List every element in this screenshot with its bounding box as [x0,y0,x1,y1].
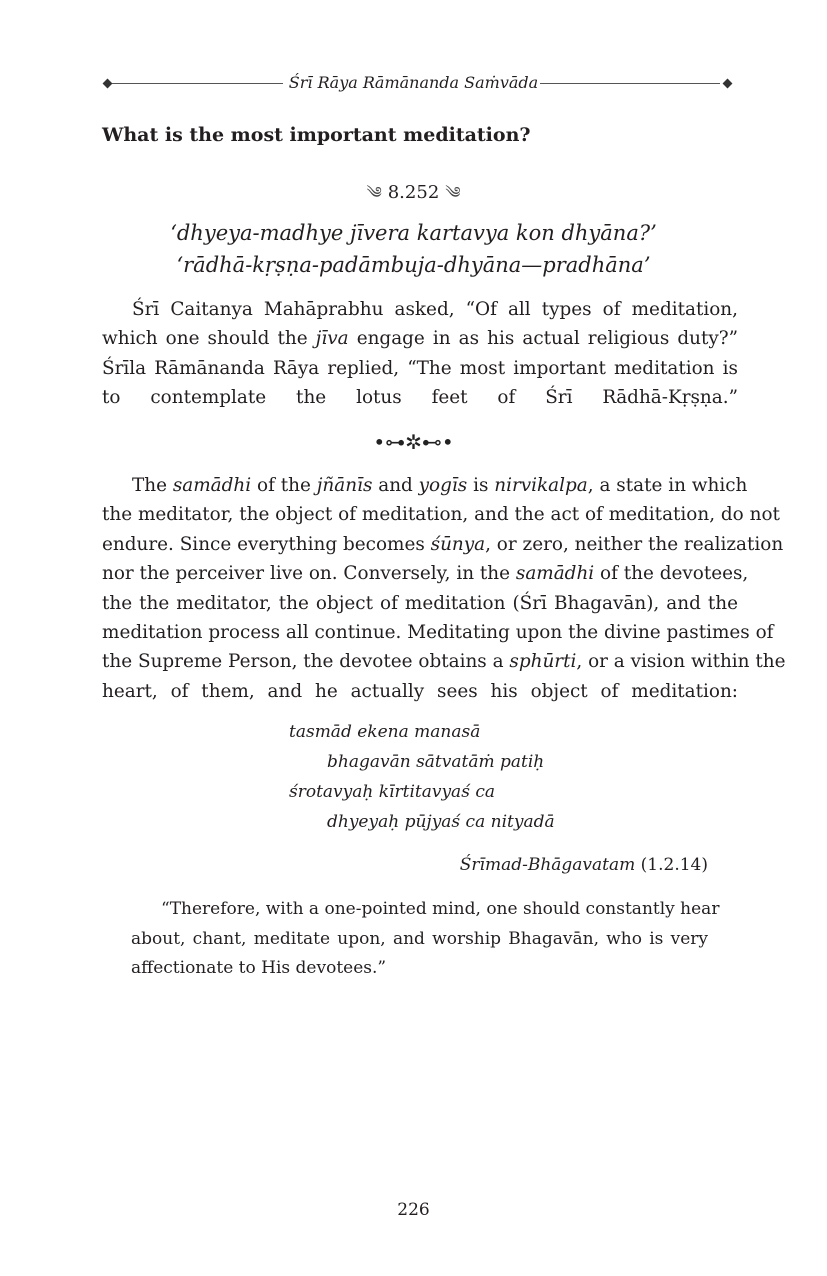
sloka-line-3: śrotavyaḥ kīrtitavyaś ca [289,782,495,802]
page-number: 226 [397,1200,430,1220]
sloka-line-4: dhyeyaḥ pūjyaś ca nityadā [327,812,555,832]
scripture-reference: Śrīmad-Bhāgavatam (1.2.14) [459,855,708,875]
sloka-line-1: tasmād ekena manasā [289,722,481,742]
verse-line-2: ‘rādhā-kṛṣṇa-padāmbuja-dhyāna—pradhāna’ [176,253,651,277]
ornament-left-icon: ༄ [366,183,382,202]
sloka-translation: “Therefore, with a one-pointed mind, one should constantly hear about, chant, meditate upon, and worship Bhagavān, who is very affectionate to His devotees.” [131,899,720,978]
running-header: Śrī Rāya Rāmānanda Saṁvāda [0,72,827,94]
header-rule-right [540,83,720,84]
verse-number: ༄ 8.252 ༄ [0,180,827,206]
ornament-right-icon: ༄ [445,183,461,202]
sloka-line-2: bhagavān sātvatāṁ patiḥ [327,752,545,772]
section-divider-icon: •⊶✲⊷• [373,430,454,454]
commentary-paragraph: The samādhi of the jñānīs and yogīs is nirvikalpa, a state in which the meditator, the object of meditation, and the act of meditation, do not endure. Since everything becomes śūnya, or zero, neither the realization nor the perceiver live on. Conversely, in the samādhi of the devotees, the the meditator, the object of meditation (Śrī Bhagavān), and the meditation process all continue. Meditating upon the divine pastimes of the Supreme Person, the devotee obtains a sphūrti, or a vision within the heart, of them, and he actually sees his object of meditation: [102,475,786,702]
section-heading: What is the most important meditation? [102,124,531,146]
verse-line-1: ‘dhyeya-madhye jīvera kartavya kon dhyāna?’ [170,221,657,245]
verse-translation: Śrī Caitanya Mahāprabhu asked, “Of all types of meditation, which one should the jīva engage in as his actual religious duty?” Śrīla Rāmānanda Rāya replied, “The most important meditation is to contemplate the lotus feet of Śrī Rādhā-Kṛṣṇa.” [102,299,738,409]
